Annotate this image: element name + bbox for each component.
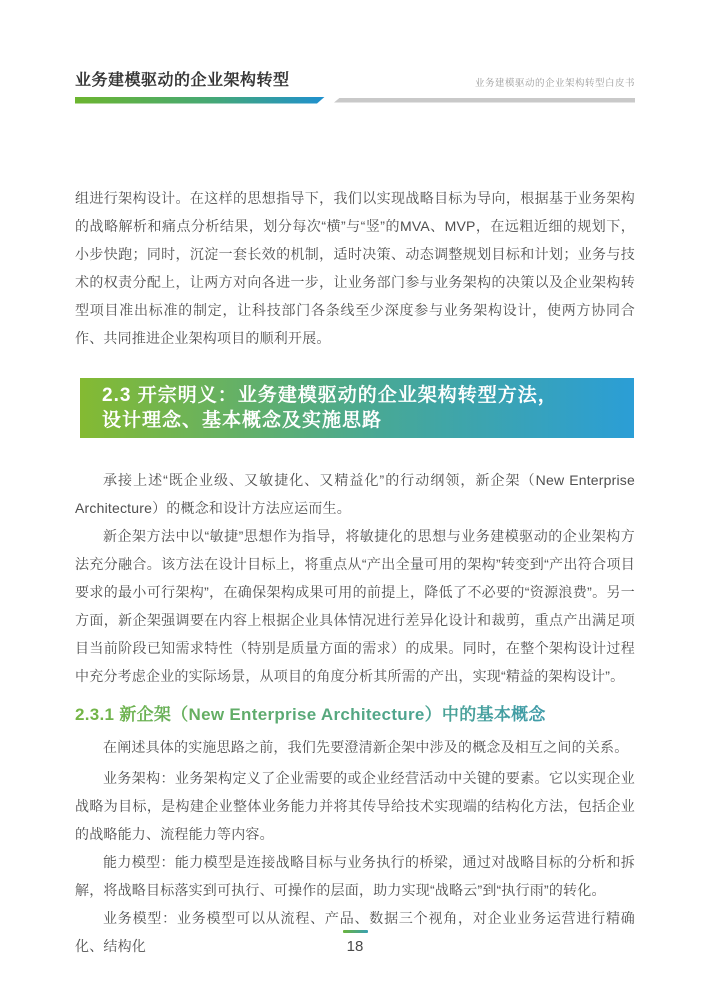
page-header [75,0,635,104]
paragraph-business-architecture: 业务架构：业务架构定义了企业需要的或企业经营活动中关键的要素。它以实现企业战略为目标，是构建企业整体业务能力并将其传导给技术实现端的结构化方法，包括企业的战略能力、流程能力等内容。 [75,770,635,842]
page-number: 18 [346,938,364,955]
paragraph: 新企架方法中以“敏捷”思想作为指导，将敏捷化的思想与业务建模驱动的企业架构方法充分融合。该方法在设计目标上，将重点从“产出全量可用的架构”转变到“产出符合项目要求的最小可行架构”，在确保架构成果可用的前提上，降低了不必要的“资源浪费”。另一方面，新企架强调要在内容上根据企业具体情况进行差异化设计和裁剪，重点产出满足项目当前阶段已知需求特性（特别是质量方面的需求）的成果。同时，在整个架构设计过程中充分考虑企业的实际场景，从项目的角度分析其所需的产出，实现“精益的架构设计”。 [75,528,635,684]
header-subtitle: 业务建模驱动的企业架构转型白皮书 [474,78,635,89]
paragraph: 承接上述“既企业级、又敏捷化、又精益化”的行动纲领，新企架（New Enterprise Architecture）的概念和设计方法应运而生。 [75,472,635,516]
page-title: 业务建模驱动的企业架构转型 [75,72,290,89]
paragraph-business-model: 业务模型：业务模型可以从流程、产品、数据三个视角，对企业业务运营进行精确化、结构化 [75,910,635,954]
header-rule-accent-segment [75,97,325,104]
header-row [75,0,635,91]
footer-accent-line [343,930,368,933]
section-banner-title-line1: 2.3 开宗明义：业务建模驱动的企业架构转型方法， [102,385,558,406]
section-banner [80,378,634,438]
paragraph-capability-model: 能力模型：能力模型是连接战略目标与业务执行的桥梁，通过对战略目标的分析和拆解，将战略目标落实到可执行、可操作的层面，助力实现“战略云”到“执行雨”的转化。 [75,854,635,898]
page-footer [0,930,710,956]
header-rule-gray-segment [334,98,635,103]
section-banner-title-line2: 设计理念、基本概念及实施思路 [102,410,383,431]
header-rule [75,96,635,104]
paragraph: 在阐述具体的实施思路之前，我们先要澄清新企架中涉及的概念及相互之间的关系。 [103,739,629,755]
subsection-title: 2.3.1 新企架（New Enterprise Architecture）中的基本概念 [75,703,635,727]
paragraph-continuation: 组进行架构设计。在这样的思想指导下，我们以实现战略目标为导向，根据基于业务架构的战略解析和痛点分析结果，划分每次“横”与“竖”的MVA、MVP，在远粗近细的规划下，小步快跑；同时，沉淀一套长效的机制，适时决策、动态调整规划目标和计划；业务与技术的权责分配上，让两方对向各进一步，让业务部门参与业务架构的决策以及企业架构转型项目准出标准的制定，让科技部门各条线至少深度参与业务架构设计，使两方协同合作、共同推进企业架构项目的顺利开展。 [75,190,635,346]
document-body [75,104,635,960]
